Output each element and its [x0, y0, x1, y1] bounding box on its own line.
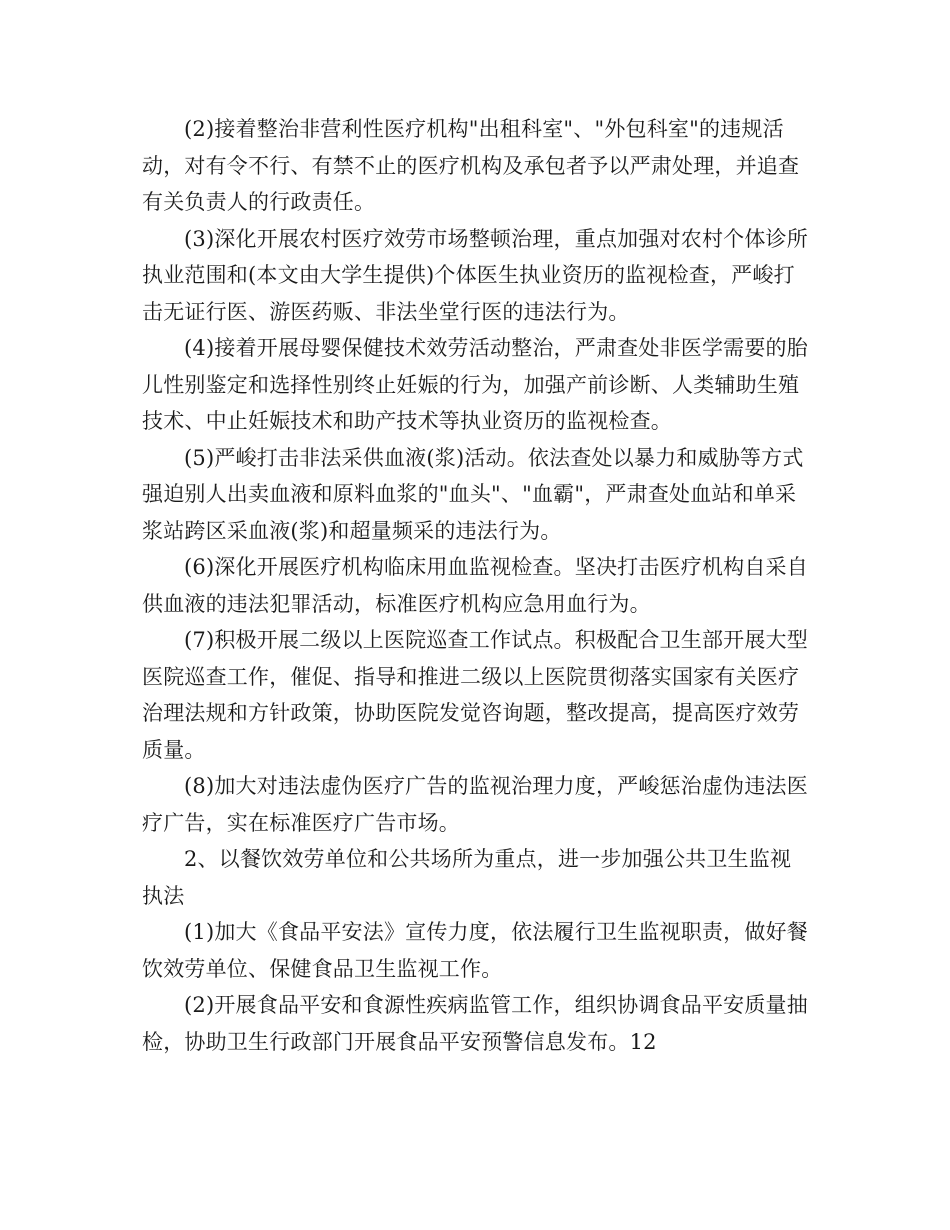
paragraph-item-4-maternal-child-health: (4)接着开展母婴保健技术效劳活动整治，严肃查处非医学需要的胎儿性别鉴定和选择性别终止妊娠的行为，加强产前诊断、人类辅助生殖技术、中止妊娠技术和助产技术等执业资历的监视检查。	[142, 336, 808, 433]
section-heading-public-health-supervision: 2、以餐饮效劳单位和公共场所为重点，进一步加强公共卫生监视执法	[142, 847, 792, 908]
paragraph-item-7-hospital-inspection: (7)积极开展二级以上医院巡查工作试点。积极配合卫生部开展大型医院巡查工作，催促、指导和推进二级以上医院贯彻落实国家有关医疗治理法规和方针政策，协助医院发觉咨询题，整改提高，提高医疗效劳质量。	[142, 628, 808, 762]
paragraph-item-2-rental-departments: (2)接着整治非营利性医疗机构"出租科室"、"外包科室"的违规活动，对有令不行、有禁不止的医疗机构及承包者予以严肃处理，并追查有关负责人的行政责任。	[142, 117, 800, 214]
paragraph-item-2-food-safety-monitoring: (2)开展食品平安和食源性疾病监管工作，组织协调食品平安质量抽检，协助卫生行政部门开展食品平安预警信息发布。12	[142, 993, 808, 1054]
paragraph-item-3-rural-medical-market: (3)深化开展农村医疗效劳市场整顿治理，重点加强对农村个体诊所执业范围和(本文由大学生提供)个体医生执业资历的监视检查，严峻打击无证行医、游医药贩、非法坐堂行医的违法行为。	[142, 226, 808, 324]
paragraph-item-6-clinical-blood-use: (6)深化开展医疗机构临床用血监视检查。坚决打击医疗机构自采自供血液的违法犯罪活动，标准医疗机构应急用血行为。	[142, 555, 808, 616]
document-body	[142, 111, 812, 1060]
paragraph-item-1-food-safety-law: (1)加大《食品平安法》宣传力度，依法履行卫生监视职责，做好餐饮效劳单位、保健食品卫生监视工作。	[142, 920, 808, 981]
paragraph-item-5-illegal-blood-collection: (5)严峻打击非法采供血液(浆)活动。依法查处以暴力和威胁等方式强迫别人出卖血液和原料血浆的"血头"、"血霸"，严肃查处血站和单采浆站跨区采血液(浆)和超量频采的违法行为。	[142, 445, 804, 543]
paragraph-item-8-medical-advertising: (8)加大对违法虚伪医疗广告的监视治理力度，严峻惩治虚伪违法医疗广告，实在标准医疗广告市场。	[142, 774, 808, 835]
